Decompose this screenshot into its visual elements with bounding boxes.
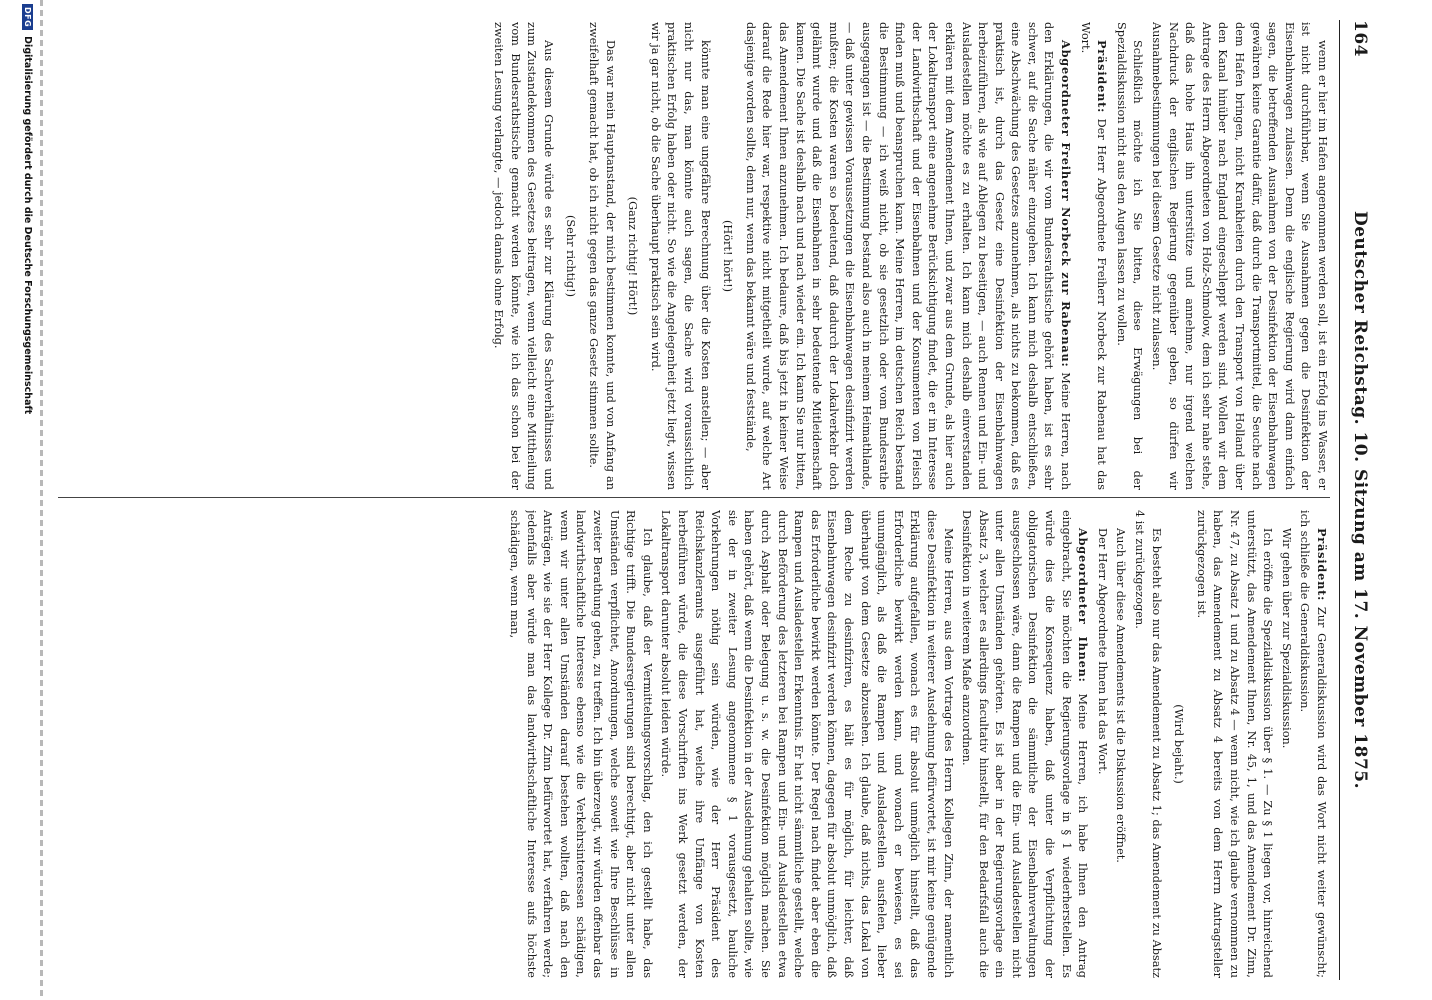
speaker-name: Abgeordneter Ihnen: xyxy=(1076,528,1091,683)
page-header xyxy=(1342,20,1378,980)
text-paragraph: Auch über diese Amendements ist die Diskussion eröffnet. xyxy=(1114,528,1128,863)
speech-text: Meine Herren, nach den Erklärungen, die wir vom Bundesrathstische gehört haben, ist es sehr schwer, auf die Sache näher einzugehen. Ich kann mich deshalb entschließen, eine Abschwächung des Gesetzes anzunehmen, als nichts zu bekommen, daß es praktisch ist, durch das Gesetz eine Desinfektion der Eisenbahnwagen herbeizuführen, als wie auf Ablegen zu beseitigen, — auch Rennen und Ein- und Ausladestellen möchte es zu erhalten. Ich kann mich deshalb einverstanden erklären mit dem Amendement Ihnen, und zwar aus dem Grunde, als hier auch der Lokaltransport eine angenehme Berücksichtigung findet, die er im Interesse der Landwirthschaft und der Eisenbahnen und der Konsumenten von Fleisch finden muß und beanspruchen kann. Meine Herren, im deutschen Reich bestand die Bestimmung — ich weiß nicht, ob sie gesetzlich oder vom Bundesrathe ausgegangen ist — die Bestimmung bestand also auch in meinem Heimathlande, — daß unter gewissen Voraussetzungen die Eisenbahnwagen desinfizirt werden mußten; die Kosten waren so bedeutend, daß dadurch der Lokalverkehr doch gelähmt wurde und daß die Eisenbahnen in sehr bedeutende Mitleidenschaft kamen. Die Sache ist deshalb nach und nach wieder ein. Ich kann Sie nur bitten, das Amendement Ihnen anzunehmen. Ich bedaure, daß bis jetzt in keiner Weise darauf die Rede hier war, respektive nicht mitgetheilt wurde, auf welche Art dasjenige worden sollte, denn nur, wenn das bekannt wäre und feststände, xyxy=(743,22,1073,490)
text-paragraph: Schließlich möchte ich Sie bitten, diese Erwägungen bei der Spezialdiskussion nicht aus den Augen lassen zu wollen. xyxy=(1114,22,1145,490)
speech-text: Meine Herren, ich habe Ihnen den Antrag eingebracht, Sie möchten die Regierungsvorlage in § 1 wiederherstellen. Es würde dies die Konsequenz haben, daß unter die Verpflichtung der obligatorischen Desinfektion die sämmtliche der Eisenbahnverwaltungen ausgeschlossen wäre, dann die Rampen und die Ein- und Ausladestellen nicht unter allen Umständen gehörten. Es ist aber in der Regierungsvorlage ein Absatz 3, welcher es allerdings facultativ hinstellt, für den Bedarfsfall auch die Desinfektion in weiterem Maße anzuordnen. xyxy=(960,510,1090,978)
interjection: (Hört! hört!) xyxy=(721,219,735,293)
text-paragraph: Ich eröffne die Spezialdiskussion über § 1. — Zu § 1 liegen vor, hinreichend unterstützt, das Amendement Ihnen, Nr. 45, 1, und das Amendement Dr. Zinn, Nr. 47, zu Absatz 1 und zu Absatz 4 — wenn nicht, wie ich glaube vernommen zu haben, das Amendement zu Absatz 4 bereits von dem Herrn Antragsteller zurückgezogen ist. xyxy=(1194,510,1275,978)
header-rule xyxy=(1339,20,1340,980)
text-paragraph: Es besteht also nur das Amendement zu Absatz 1; das Amendement zu Absatz 4 ist zurückgezogen. xyxy=(1133,510,1163,978)
speech-paragraph xyxy=(958,510,1092,978)
text-paragraph: könnte man eine ungefähre Berechnung über die Kosten anstellen; — aber nicht nur das, man könnte auch sagen, die Sache wird voraussichtlich praktischen Erfolg haben oder nicht. So wie die Angelegenheit jetzt liegt, wissen wir ja gar nicht, ob die Sache überhaupt praktisch sein wird. xyxy=(648,22,712,490)
interjection: (Wird bejaht.) xyxy=(1172,704,1186,784)
text-paragraph: Aus diesem Grunde würde es sehr zur Klärung des Sachverhältnisses und zum Zustandekommen des Gesetzes beitragen, wenn vielleicht eine Mittheilung vom Bundesrathstische gemacht werden könnte, wie ich das schon bei der zweiten Lesung verlangte, — jedoch damals ohne Erfolg. xyxy=(492,22,555,490)
speaker-name: Abgeordneter Freiherr Norbeck zur Rabenau: xyxy=(1059,40,1074,368)
scan-edge xyxy=(40,0,43,1000)
speech-paragraph xyxy=(1296,510,1330,978)
speech-paragraph xyxy=(741,22,1074,490)
interjection: (Ganz richtig! Hört!) xyxy=(626,196,640,316)
dfg-logo: DFG xyxy=(23,4,34,30)
text-paragraph: Meine Herren, aus dem Vortrage des Herrn Kollegen Zinn, der namentlich diese Desinfektion in weiterer Ausdehnung befürwortet, ist mir keine genügende Erklärung aufgefallen, wonach es für absolut unmöglich hinstellt, daß das Erforderliche bewirkt werden kann, und wonach er bewiesen, es sei unumgänglich, als daß die Rampen und Ausladestellen ausfielen, lieber überhaupt von dem Gesetze abzusehen. Ich glaube, daß nichts, das Lokal von dem Reche zu desinfiziren, es hält es für möglich, für leichter, daß Eisenbahnwagen desinfizirt werden können, dagegen für absolut unmöglich, daß das Erforderliche bewirkt werden könnte. Der Regel nach findet aber eben die Rampen und Ausladestellen Erkenntnis. Er hat nicht sämmtliche gestellt, welche durch Beförderung des letzteren bei Rampen und Ein- und Ausladestellen etwa durch Asphalt oder Belegung u. s. w. die Desinfektion möglich machen. Sie haben gehört, daß wenn die Desinfektion in der Ausdehnung gehalten sollte, wie sie der in zweiter Lesung angenommene § 1 vorausgesetzt, bauliche Vorkehrungen nöthig sein würden, wie der Herr Präsident des Reichskanzleramts ausgeführt hat, welche ihre Umfänge von Kosten herbeiführen würde, die diese Vorschriften ins Werk gesetzt werden, der Lokaltransport darunter absolut leiden würde. xyxy=(659,510,955,978)
scanned-page xyxy=(18,0,1418,1000)
speech-text: Der Herr Abgeordnete Freiherr Norbeck zur Rabenau hat das Wort. xyxy=(1078,22,1109,490)
page-title: Deutscher Reichstag. 10. Sitzung am 17. November 1875. xyxy=(1350,210,1370,790)
digitization-footer xyxy=(18,0,38,1000)
right-column xyxy=(58,510,1330,978)
text-paragraph: Das war mein Hauptanstand, der mich bestimmen konnte, und von Anfang an zweifelhaft gemacht hat, ob ich nicht gegen das ganze Gesetz stimmen sollte. xyxy=(587,22,617,490)
text-paragraph: Ich glaube, daß der Vermittelungsvorschlag, den ich gestellt habe, das Richtige trifft. Die Bundesregierungen sind berechtigt, aber nicht unter allen Umständen verpflichtet, Anordnungen, welche soweit wie Ihre Beschlüsse in zweiter Berathung gehen, zu treffen. Ich bin überzeugt, wir würden offenbar das landwirthschaftliche Interesse ebenso wie die Verkehrsinteressen schädigen, wenn wir unter allen Umständen darauf bestehen wollten, daß nach den Anträgen, wie sie der Herr Kollege Dr. Zinn befürwortet hat, verfahren werde; jedenfalls aber würde man das landwirthschaftliche Interesse aufs höchste schädigen, wenn man, xyxy=(508,510,654,978)
text-paragraph: wenn er hier im Hafen angenommen werden soll, ist ein Erfolg ins Wasser, er ist nicht durchführbar, wenn Sie Ausnahmen gegen die Desinfektion der Eisenbahnwagen zulassen. Denn die englische Regierung wird dann einfach sagen, die betreffenden Ausnahmen von der Desinfektion der Eisenbahnwagen gewähren keine Garantie dafür, daß durch die Transportmittel, die Seuche nach dem Hafen bringen, nicht Krankheiten durch den Transport von Holland über den Kanal hinüber nach England eingeschleppt werden sind. Wollen wir dem Antrage des Herrn Abgeordneten von Holz-Schmolow, dem ich sehr nahe stehe, daß das hohe Haus ihn unterstütze und annehme, nur irgend welchen Nachdruck der englischen Regierung gegenüber geben, so dürfen wir Ausnahmebestimmungen bei diesem Gesetze nicht zulassen. xyxy=(1150,22,1329,490)
speaker-name: Präsident: xyxy=(1095,40,1110,114)
text-paragraph: Wir gehen über zur Spezialdiskussion. xyxy=(1279,528,1293,749)
left-column xyxy=(58,22,1330,490)
column-divider xyxy=(58,497,1330,498)
speech-paragraph xyxy=(1076,22,1110,490)
interjection: (Sehr richtig!) xyxy=(564,214,578,298)
text-paragraph: Der Herr Abgeordnete Ihnen hat das Wort. xyxy=(1095,528,1109,775)
speaker-name: Präsident: xyxy=(1315,528,1329,602)
footer-text: Digitalisierung gefördert durch die Deutsche Forschungsgemeinschaft xyxy=(22,36,34,415)
speech-text: Zur Generaldiskussion wird das Wort nicht weiter gewünscht; ich schließe die Generaldiskussion. xyxy=(1298,510,1328,978)
page-number: 164 xyxy=(1350,20,1370,57)
